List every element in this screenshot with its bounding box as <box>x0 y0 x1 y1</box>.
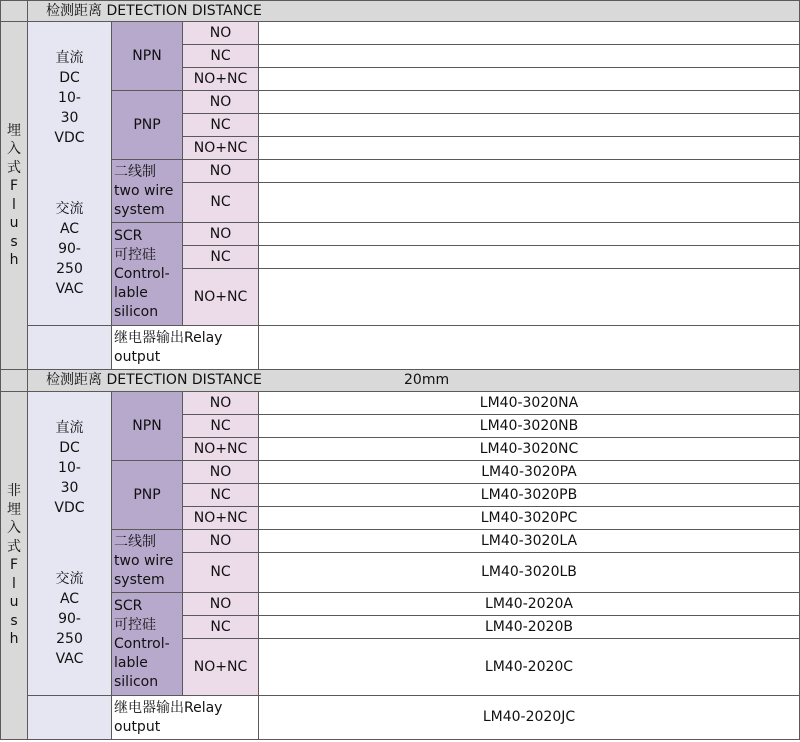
detection-distance-header <box>28 0 800 22</box>
output-type: NO <box>183 392 259 415</box>
mounting-char: 式 <box>7 538 21 555</box>
output-type: NO+NC <box>183 137 259 160</box>
detection-distance-label: 检测距离 DETECTION DISTANCE <box>46 372 262 388</box>
output-type: NC <box>183 484 259 507</box>
output-group-name: NPN <box>112 392 183 461</box>
model-number <box>259 91 800 114</box>
model-number: LM40-2020B <box>259 616 800 639</box>
mounting-char: u <box>9 594 19 611</box>
output-type: NC <box>183 114 259 137</box>
supply-ac: 交流 AC 90- 250 VAC <box>55 201 84 298</box>
mounting-char: s <box>10 612 18 629</box>
output-type: NC <box>183 415 259 438</box>
supply-ac: 交流 AC 90- 250 VAC <box>55 571 84 668</box>
model-number: LM40-3020LA <box>259 530 800 553</box>
output-type: NC <box>183 246 259 269</box>
model-number: LM40-3020LB <box>259 553 800 593</box>
model-number: LM40-3020PB <box>259 484 800 507</box>
model-number <box>259 223 800 246</box>
mounting-char: l <box>12 196 16 213</box>
detection-distance-value: 20mm <box>404 372 450 388</box>
output-group-name: 二线制 two wire system <box>112 160 183 223</box>
output-group-name: PNP <box>112 91 183 160</box>
model-number: LM40-2020A <box>259 593 800 616</box>
output-type: NO+NC <box>183 269 259 326</box>
mounting-char: 入 <box>7 141 21 157</box>
output-type: NO <box>183 160 259 183</box>
output-type: NO <box>183 91 259 114</box>
model-number <box>259 22 800 45</box>
output-type: NO+NC <box>183 507 259 530</box>
output-type: NO <box>183 461 259 484</box>
mounting-char: F <box>9 178 19 194</box>
output-type: NO <box>183 22 259 45</box>
output-group-name: NPN <box>112 22 183 91</box>
output-group-name: SCR 可控硅 Control- lable silicon <box>112 593 183 696</box>
supply-dc: 直流 DC 10- 30 VDC <box>54 49 85 146</box>
mounting-char: h <box>9 252 19 268</box>
model-number: LM40-3020NB <box>259 415 800 438</box>
mounting-char: u <box>9 215 19 231</box>
mounting-char: 埋 <box>7 501 21 518</box>
relay-output-label: 继电器输出Relay output <box>112 696 259 740</box>
relay-output-label: 继电器输出Relay output <box>112 326 259 370</box>
model-number: LM40-2020JC <box>259 696 800 740</box>
output-group-name: SCR 可控硅 Control- lable silicon <box>112 223 183 326</box>
mounting-type <box>0 22 28 370</box>
detection-distance-label: 检测距离 DETECTION DISTANCE <box>46 3 262 19</box>
model-number <box>259 137 800 160</box>
supply-voltage <box>28 392 112 696</box>
model-number: LM40-3020NC <box>259 438 800 461</box>
output-type: NO <box>183 530 259 553</box>
header-corner <box>0 370 28 392</box>
model-number <box>259 326 800 370</box>
model-number <box>259 183 800 223</box>
output-type: NO <box>183 223 259 246</box>
output-type: NO+NC <box>183 68 259 91</box>
header-corner <box>0 0 28 22</box>
mounting-char: F <box>9 557 19 574</box>
model-number: LM40-3020NA <box>259 392 800 415</box>
mounting-char: h <box>9 631 19 648</box>
output-group-name: 二线制 two wire system <box>112 530 183 593</box>
model-number <box>259 45 800 68</box>
supply-voltage <box>28 22 112 326</box>
output-type: NC <box>183 45 259 68</box>
mounting-char: 式 <box>7 159 21 176</box>
supply-dc: 直流 DC 10- 30 VDC <box>54 419 85 516</box>
model-number: LM40-2020C <box>259 639 800 696</box>
model-number <box>259 160 800 183</box>
model-number: LM40-3020PC <box>259 507 800 530</box>
supply-blank <box>28 326 112 370</box>
model-number: LM40-3020PA <box>259 461 800 484</box>
model-number <box>259 246 800 269</box>
model-number <box>259 269 800 326</box>
output-type: NC <box>183 616 259 639</box>
supply-blank <box>28 696 112 740</box>
mounting-char: l <box>12 575 16 592</box>
model-number <box>259 68 800 91</box>
output-type: NO <box>183 593 259 616</box>
model-number <box>259 114 800 137</box>
mounting-char: s <box>10 233 18 250</box>
output-type: NO+NC <box>183 438 259 461</box>
output-type: NO+NC <box>183 639 259 696</box>
mounting-char: 埋 <box>7 122 21 139</box>
output-type: NC <box>183 183 259 223</box>
output-type: NC <box>183 553 259 593</box>
mounting-type <box>0 392 28 740</box>
detection-distance-header <box>28 370 800 392</box>
mounting-char: 非 <box>7 483 21 500</box>
output-group-name: PNP <box>112 461 183 530</box>
mounting-char: 入 <box>7 520 21 537</box>
